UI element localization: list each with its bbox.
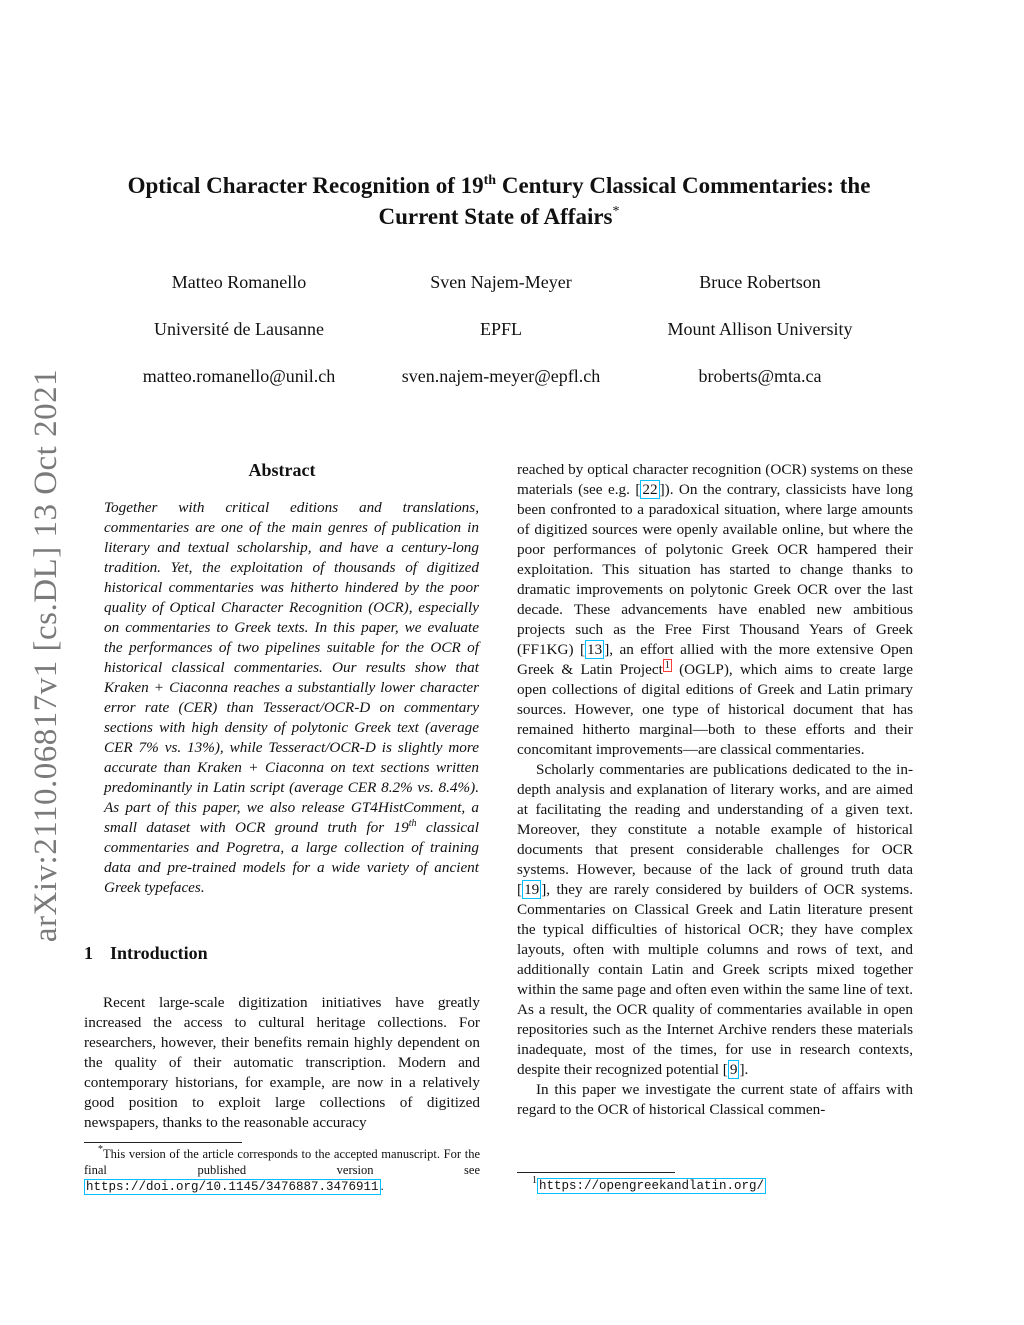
section-number: 1 [84, 943, 93, 963]
author-name: Bruce Robertson [699, 272, 821, 292]
arxiv-identifier [22, 360, 72, 950]
abstract-body: Together with critical editions and translations, commentaries are one of the main genres of publication in literary and textual scholarship, and have a century-long tradition. Yet, the exploitation of thousands of digitized historical commentaries was hitherto hindered by the poor quality of Optical Character Recognition (OCR), especially on commentaries to Greek texts. In this paper, we evaluate the performances of two pipelines suitable for the OCR of historical classical commentaries. Our results show that Kraken + Ciaconna reaches a substantially lower character error rate (CER) than Tesseract/OCR-D on commentary sections with high density of polytonic Greek text (average CER 7% vs. 13%), while Tesseract/OCR-D is slightly more accurate than Kraken + Ciaconna on text sections written predominantly in Latin script (average CER 8.2% vs. 8.4%). As part of this paper, we also release GT4HistComment, a small dataset with OCR ground truth for 19 [104, 499, 479, 836]
right-paragraph-3: In this paper we investigate the current state of affairs with regard to the OCR of historical Classical commen- [517, 1081, 913, 1118]
title-part2: Century Classical Commentaries: the [496, 173, 871, 198]
doi-link[interactable]: https://doi.org/10.1145/3476887.3476911 [86, 1180, 379, 1194]
citation-link[interactable]: 9 [729, 1061, 738, 1078]
citation-link[interactable]: 19 [524, 881, 540, 898]
right-paragraph-1 [517, 460, 913, 760]
citation-link[interactable]: 22 [642, 481, 658, 498]
left-column [84, 458, 480, 1133]
author-affiliation: EPFL [479, 319, 522, 339]
footnote-mark: * [98, 1144, 103, 1155]
title-line2: Current State of Affairs [378, 204, 613, 229]
text-run: ], they are rarely considered by builders of OCR systems. Commentaries on Classical Greek and Latin literature present the typical difficulties of historical OCR; they have complex layouts, often with multiple columns and rows of text, and additionally contain Latin and Greek scripts mixed together within the same page and often even within the same line of text. As a result, the OCR quality of commentaries available in open repositories such as the Internet Archive renders these materials inadequate, most of the times, for use in research contexts, despite their recognized potential [ [517, 881, 913, 1078]
author-2 [356, 270, 646, 411]
abstract-end: classical commentaries and Pogretra, a large collection of training data and pre-trained models for a wide variety of ancient Greek typefaces. [104, 819, 479, 896]
citation-link[interactable]: 13 [587, 641, 603, 658]
right-column [517, 460, 913, 1120]
text-run: reached by optical character recognition (OCR) systems on these materials (see e.g. [ [517, 461, 913, 498]
author-email[interactable]: broberts@mta.ca [698, 366, 822, 386]
text-run: Scholarly commentaries are publications dedicated to the in-depth analysis and explanation of literary works, and are aimed at facilitating the reading and understanding of a given text. Moreover, they constitute a notable example of historical documents that present considerable challenges for OCR systems. However, because of the lack of ground truth data [ [517, 761, 913, 898]
title-superscript: th [483, 173, 497, 188]
section-heading-introduction [84, 941, 480, 965]
text-run: ]). On the contrary, classicists have long been confronted to a paradoxical situation, where large amounts of digitized sources were openly available online, but where the poor performances of polytonic Greek OCR hampered their exploitation. This situation has started to change thanks to dramatic improvements on polytonic Greek OCR over the last decade. These advancements have enabled new ambitious projects such as the Free First Thousand Years of Greek (FF1KG) [ [517, 481, 913, 658]
title-part1: Optical Character Recognition of 19 [127, 173, 484, 198]
text-run: ], an effort allied with the more extensive Open Greek & Latin Project [517, 641, 913, 678]
footnote-link[interactable]: 1 [664, 660, 670, 671]
right-paragraph-2 [517, 760, 913, 1080]
title-footnote-mark[interactable]: * [612, 204, 620, 219]
section-title: Introduction [110, 943, 208, 963]
abstract-superscript: th [408, 817, 417, 829]
oglp-link[interactable]: https://opengreekandlatin.org/ [539, 1179, 765, 1193]
author-affiliation: Université de Lausanne [154, 319, 324, 339]
text-run: ]. [739, 1061, 749, 1078]
author-name: Sven Najem-Meyer [430, 272, 572, 292]
author-1 [94, 270, 384, 411]
footnote-divider-left [84, 1142, 242, 1143]
footnote-end: . [380, 1179, 384, 1193]
text-run: (OGLP), which aims to create large open collections of digital editions of Greek and Latin primary sources. However, one type of historical document that has remained hitherto marginal—both to these efforts and their concomitant improvements—are classical commentaries. [517, 661, 913, 758]
author-name: Matteo Romanello [171, 272, 307, 292]
author-email[interactable]: matteo.romanello@unil.ch [142, 366, 336, 386]
arxiv-identifier-text: arXiv:2110.06817v1 [cs.DL] 13 Oct 2021 [28, 368, 65, 942]
footnote-mark: 1 [532, 1175, 537, 1186]
footnote-manuscript [84, 1146, 480, 1195]
footnote-text: This version of the article corresponds to the accepted manuscript. For the final published version see [84, 1147, 480, 1177]
author-affiliation: Mount Allison University [667, 319, 853, 339]
paper-title [84, 170, 914, 232]
author-email[interactable]: sven.najem-meyer@epfl.ch [401, 366, 601, 386]
footnote-1 [532, 1177, 912, 1194]
abstract-text [84, 498, 480, 898]
footnote-divider-right [517, 1172, 675, 1173]
author-3 [615, 270, 905, 411]
abstract-heading: Abstract [248, 460, 316, 480]
intro-paragraph: Recent large-scale digitization initiatives have greatly increased the access to cultural heritage collections. For researchers, however, their benefits remain highly dependent on the quality of their automatic transcription. Modern and contemporary historians, for example, are now in a relatively good position to exploit large collections of digitized newspapers, thanks to the reasonable accuracy [84, 994, 480, 1131]
